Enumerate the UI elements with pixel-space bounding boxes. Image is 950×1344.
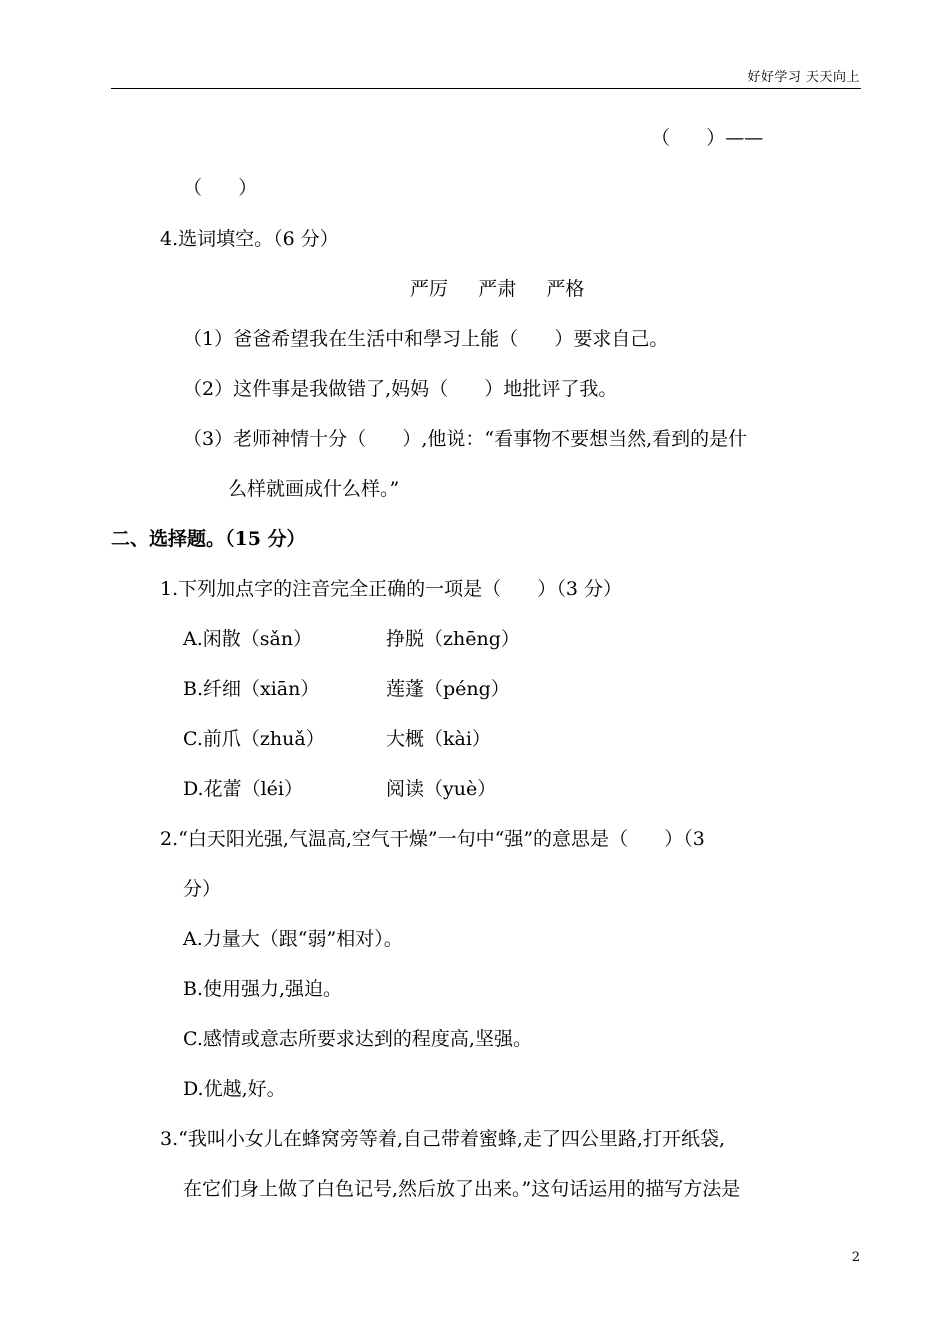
question-2-title-cont: 分） — [183, 878, 222, 900]
option-d-word-2: 阅读（yuè） — [386, 778, 497, 800]
question-2-option-b: B.使用强力,强迫。 — [183, 978, 343, 1000]
option-c-word-1: C.前爪（zhuǎ） — [183, 728, 325, 750]
question-3-title-cont: 在它们身上做了白色记号,然后放了出来。”这句话运用的描写方法是 — [183, 1178, 741, 1200]
question-2-title: 2.“白天阳光强,气温高,空气干燥”一句中“强”的意思是（ ）（3 — [160, 828, 705, 850]
option-d-word-1: D.花蕾（léi） — [183, 778, 303, 800]
answer-blank-line-2: （ ） — [183, 177, 258, 199]
question-2-option-d: D.优越,好。 — [183, 1078, 286, 1100]
question-3-title: 3.“我叫小女儿在蜂窝旁等着,自己带着蜜蜂,走了四公里路,打开纸袋, — [160, 1128, 726, 1150]
option-b-word-2: 莲蓬（péng） — [386, 678, 510, 700]
question-4-item-1: （1）爸爸希望我在生活中和學习上能（ ）要求自己。 — [183, 328, 669, 350]
question-2-option-a: A.力量大（跟“弱”相对）。 — [183, 928, 403, 950]
question-4-item-3-cont: 么样就画成什么样。” — [228, 478, 400, 500]
question-4-item-2: （2）这件事是我做错了,妈妈（ ）地批评了我。 — [183, 378, 618, 400]
question-4-word-bank: 严厉 严肃 严格 — [410, 278, 585, 300]
question-4-item-3: （3）老师神情十分（ ）,他说：“看事物不要想当然,看到的是什 — [183, 428, 748, 450]
page-number: 2 — [851, 1250, 860, 1265]
option-a-word-2: 挣脱（zhēng） — [386, 628, 520, 650]
header-rule — [111, 88, 861, 89]
option-c-word-2: 大概（kài） — [386, 728, 491, 750]
question-4-title: 4.选词填空。（6 分） — [160, 228, 339, 250]
section-2-title: 二、选择题。（15 分） — [111, 528, 306, 550]
option-b-word-1: B.纤细（xiān） — [183, 678, 320, 700]
question-1-title: 1.下列加点字的注音完全正确的一项是（ ）（3 分） — [160, 578, 622, 600]
answer-blank-line-1: （ ）—— — [651, 127, 764, 149]
option-a-word-1: A.闲散（sǎn） — [183, 628, 313, 650]
question-2-option-c: C.感情或意志所要求达到的程度高,坚强。 — [183, 1028, 532, 1050]
header-text: 好好学习 天天向上 — [747, 70, 860, 85]
